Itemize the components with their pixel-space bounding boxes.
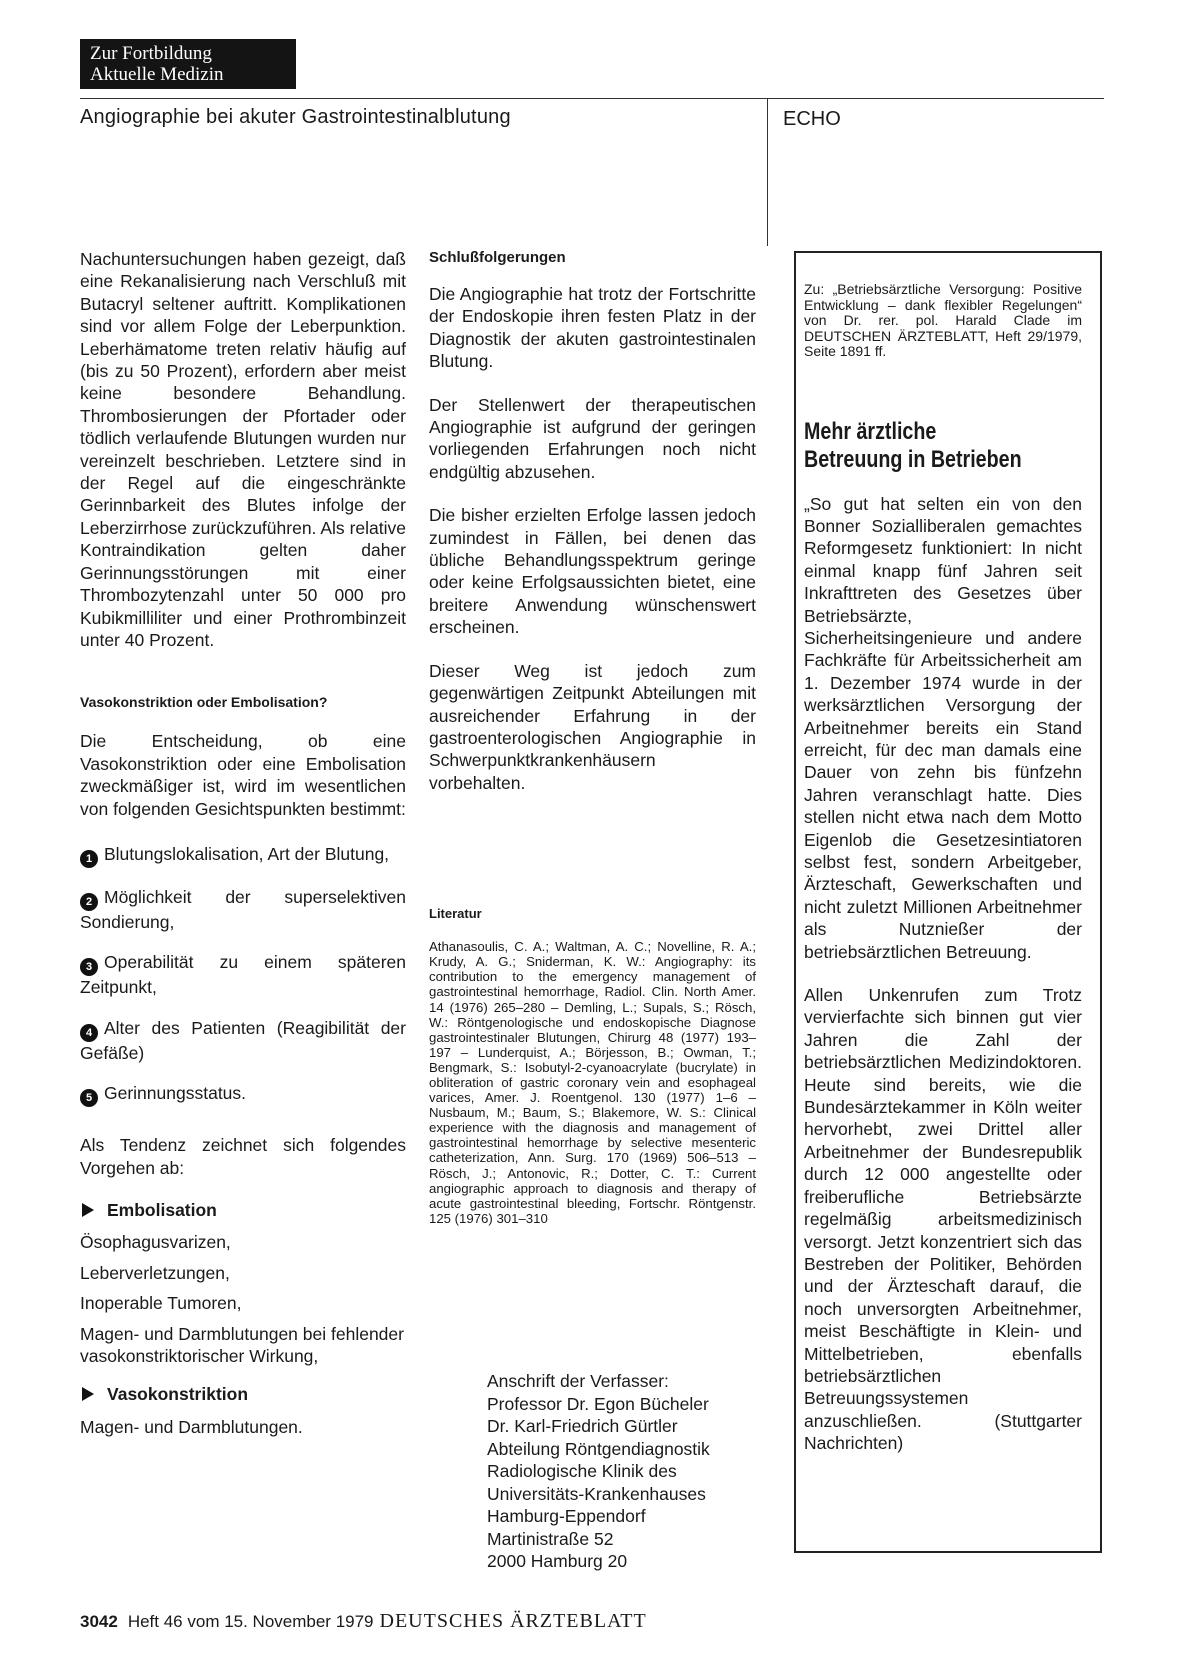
list-item: 2 Möglichkeit der superselektiven Sondierung,: [80, 886, 406, 932]
column-left: [80, 248, 406, 1438]
echo-reference: Zu: „Betriebsärztliche Versorgung: Positive Entwicklung – dank flexibler Regelungen“ von Dr. rer. pol. Harald Clade im DEUTSCHEN ÄRZTEBLATT, Heft 29/1979, Seite 1891 ff.: [804, 281, 1082, 359]
rubric-line-1: Zur Fortbildung: [90, 43, 212, 64]
list-item: Leberverletzungen,: [80, 1262, 230, 1283]
address-line: Anschrift der Verfasser:: [487, 1371, 669, 1391]
paragraph: „So gut hat selten ein von den Bonner Sozialliberalen gemachtes Reformgesetz funktioniert: In nicht einmal knapp fünf Jahren seit Inkrafttreten des Gesetzes über Betriebsärzte, Sicherheitsingenieure und andere Fachkräfte für Arbeitssicherheit am 1. Dezember 1974 wurde in der werksärztlichen Versorgung der Arbeitnehmer bereits ein Stand erreicht, für dec man damals eine Dauer von zehn bis fünfzehn Jahren veranschlagt hatte. Dies stellen nicht etwa nach dem Motto Eigenlob die Gesetzesintiatoren selbst fest, sondern Arbeitgeber, Ärzteschaft, Gewerkschaften und nicht zuletzt Millionen Arbeitnehmer als Nutznießer der betriebsärztlichen Betreuung.: [804, 493, 1082, 962]
address-line: Universitäts-Krankenhauses: [487, 1483, 706, 1504]
rubric-badge: [80, 39, 296, 89]
address-line: Abteilung Röntgendiagnostik: [487, 1438, 710, 1459]
address-line: Martinistraße 52: [487, 1528, 614, 1549]
column-middle: [429, 249, 756, 1226]
number-3-icon: 3: [80, 958, 98, 976]
paragraph: Dieser Weg ist jedoch zum gegenwärtigen Zeitpunkt Abteilungen mit ausreichender Erfahrung in der gastroenterologischen Angiographie in Schwerpunktkrankenhäusern vorbehalten.: [429, 660, 756, 793]
echo-headline-line-1: Mehr ärztliche: [804, 417, 937, 445]
magazine-name: DEUTSCHES ÄRZTEBLATT: [379, 1610, 647, 1632]
paragraph: Die Angiographie hat trotz der Fortschritte der Endoskopie ihren festen Platz in der Diagnostik der akuten gastrointestinalen Blutung.: [429, 284, 756, 372]
list-item: 5 Gerinnungsstatus.: [80, 1082, 406, 1107]
embolisation-heading: Embolisation: [80, 1199, 406, 1221]
literature-heading: Literatur: [429, 906, 482, 922]
echo-label: ECHO: [783, 108, 841, 130]
paragraph: Als Tendenz zeichnet sich folgendes Vorgehen ab:: [80, 1135, 406, 1178]
list-item: 1 Blutungslokalisation, Art der Blutung,: [80, 843, 406, 868]
header-column-divider: [767, 98, 768, 246]
address-line: Radiologische Klinik des: [487, 1461, 677, 1481]
number-5-icon: 5: [80, 1089, 98, 1107]
section-title: Angiographie bei akuter Gastrointestinalblutung: [80, 106, 511, 128]
header-rule: [80, 98, 1104, 99]
list-item: Magen- und Darmblutungen.: [80, 1416, 303, 1437]
paragraph: Die Entscheidung, ob eine Vasokonstriktion oder eine Embolisation zweckmäßiger ist, wird im wesentlichen von folgenden Gesichtspunkten bestimmt:: [80, 731, 406, 819]
address-line: Professor Dr. Egon Bücheler: [487, 1393, 709, 1414]
list-item: Ösophagusvarizen,: [80, 1232, 231, 1253]
subheading: Vasokonstriktion oder Embolisation?: [80, 694, 328, 711]
address-line: 2000 Hamburg 20: [487, 1551, 628, 1571]
rubric-line-2: Aktuelle Medizin: [90, 64, 224, 85]
address-line: Hamburg-Eppendorf: [487, 1506, 646, 1526]
literature-list: Athanasoulis, C. A.; Waltman, A. C.; Novelline, R. A.; Krudy, A. G.; Sniderman, K. W.: Angiography: its contribution to the emergency management of gastrointestinal hemorrhage, Radiol. Clin. North Amer. 14 (1976) 265–280 – Demling, L.; Supals, S.; Rösch, W.: Röntgenologische und endoskopische Diagnose gastrointestinaler Blutungen, Chirurg 48 (1977) 193–197 – Lunderquist, A.; Börjesson, B.; Owman, T.; Bengmark, S.: Isobutyl-2-cyanoacrylate (bucrylate) in obliteration of gastric coronary vein and esophageal varices, Amer. J. Roentgenol. 130 (1977) 1–6 – Nusbaum, M.; Baum, S.; Blakemore, W. S.: Clinical experience with the diagnosis and management of gastrointestinal hemorrhage by selective mesenteric catheterization, Ann. Surg. 170 (1969) 506–513 – Rösch, J.; Antonovic, R.; Dotter, C. T.: Current angiographic approach to diagnosis and therapy of acute gastrointestinal bleeding, Fortschr. Röntgenstr. 125 (1976) 301–310: [429, 939, 756, 1226]
paragraph: Die bisher erzielten Erfolge lassen jedoch zumindest in Fällen, bei denen das übliche Behandlungsspektrum geringe oder keine Erfolgsaussichten bietet, eine breitere Anwendung wünschenswert erscheinen.: [429, 505, 756, 638]
echo-box-content: [804, 282, 1082, 1455]
paragraph: Allen Unkenrufen zum Trotz vervierfachte sich binnen gut vier Jahren die Zahl der betriebsärztlichen Medizindoktoren. Heute sind bereits, wie die Bundesärztekammer in Köln weiter hervorhebt, zwei Drittel aller Arbeitnehmer der Bundesrepublik durch 12 000 angestellte oder freiberufliche Betriebsärzte regelmäßig arbeitsmedizinisch versorgt. Jetzt konzentriert sich das Bestreben der Politiker, Behörden und der Ärzteschaft darauf, die noch unversorgten Arbeitnehmer, meist Beschäftigte in Klein- und Mittelbetrieben, ebenfalls betriebsärztlichen Betreuungssystemen anzuschließen. (Stuttgarter Nachrichten): [804, 985, 1082, 1454]
number-1-icon: 1: [80, 850, 98, 868]
page-footer: [80, 1610, 647, 1633]
list-item: Magen- und Darmblutungen bei fehlender vasokonstriktorischer Wirkung,: [80, 1323, 404, 1366]
triangle-bullet-icon: [82, 1203, 94, 1217]
issue-info: Heft 46 vom 15. November 1979: [127, 1612, 374, 1631]
subheading: Schlußfolgerungen: [429, 249, 566, 266]
page-number: 3042: [80, 1612, 118, 1631]
number-2-icon: 2: [80, 893, 98, 911]
echo-headline-line-2: Betreuung in Betrieben: [804, 445, 1022, 473]
triangle-bullet-icon: [82, 1387, 94, 1401]
paragraph: Nachuntersuchungen haben gezeigt, daß eine Rekanalisierung nach Verschluß mit Butacryl seltener auftritt. Komplikationen sind vor allem Folge der Leberpunktion. Leberhämatome treten relativ häufig auf (bis zu 50 Prozent), erfordern aber meist keine besondere Behandlung. Thrombosierungen der Pfortader oder tödlich verlaufende Blutungen wurden nur vereinzelt beschrieben. Letztere sind in der Regel auf die eingeschränkte Gerinnbarkeit des Blutes infolge der Leberzirrhose zurückzuführen. Als relative Kontraindikation gelten daher Gerinnungsstörungen mit einer Thrombozytenzahl unter 50 000 pro Kubikmilliliter und einer Prothrombinzeit unter 40 Prozent.: [80, 249, 406, 650]
paragraph: Der Stellenwert der therapeutischen Angiographie ist aufgrund der geringen vorliegenden Erfahrungen noch nicht endgültig abzusehen.: [429, 394, 756, 482]
list-item: Inoperable Tumoren,: [80, 1293, 242, 1314]
author-address: [487, 1370, 767, 1573]
address-line: Dr. Karl-Friedrich Gürtler: [487, 1416, 678, 1436]
vasokonstriktion-heading: Vasokonstriktion: [80, 1383, 406, 1405]
list-item: 3 Operabilität zu einem späteren Zeitpunkt,: [80, 952, 406, 998]
list-item: 4 Alter des Patienten (Reagibilität der Gefäße): [80, 1017, 406, 1063]
number-4-icon: 4: [80, 1024, 98, 1042]
